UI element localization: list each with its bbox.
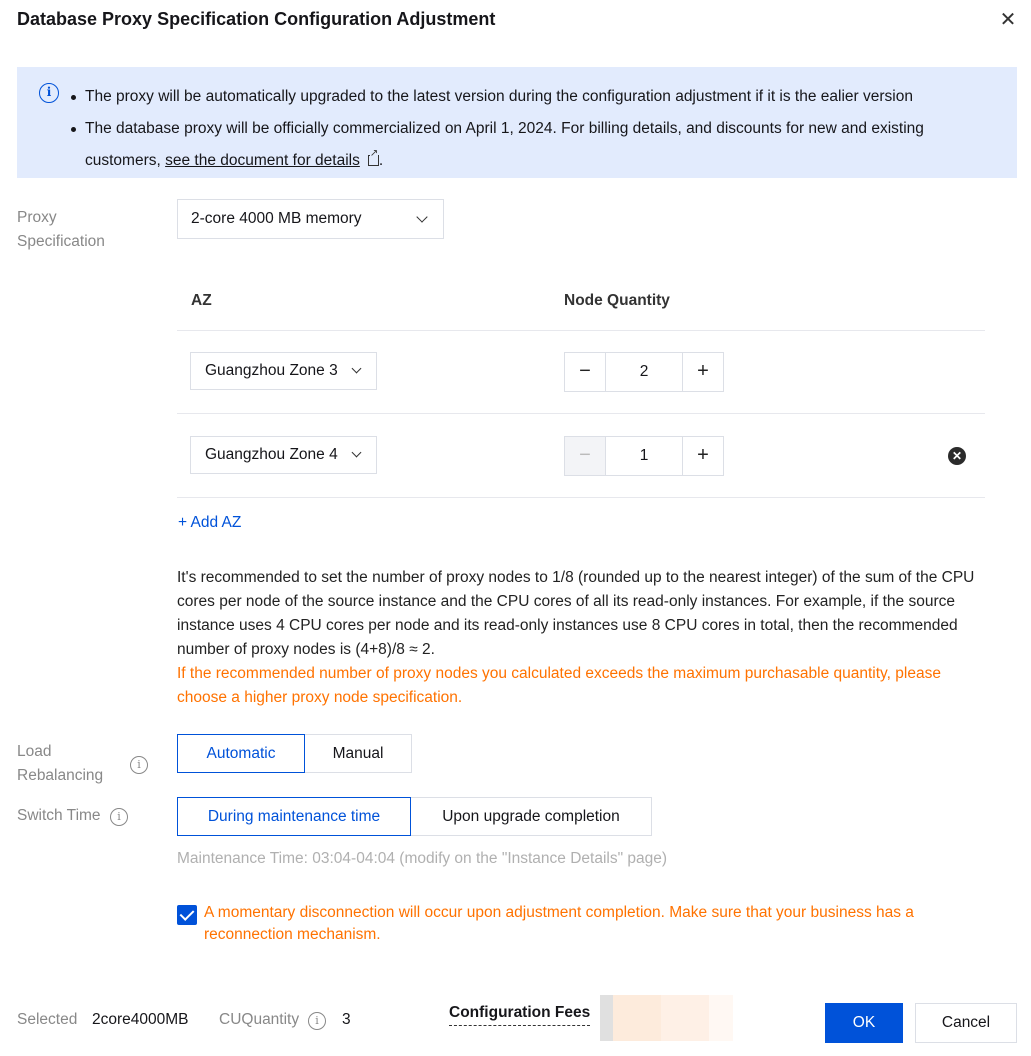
dialog-title: Database Proxy Specification Configuration Adjustment — [17, 9, 496, 29]
notice-item — [69, 113, 989, 177]
chevron-down-icon — [352, 448, 362, 458]
divider — [177, 413, 985, 414]
acknowledge-text: A momentary disconnection will occur upon adjustment completion. Make sure that your business has a reconnection mechanism. — [204, 904, 914, 943]
increment-button[interactable]: + — [697, 360, 709, 382]
selected-value: 2core4000MB — [92, 1011, 189, 1028]
notice-text: The database proxy will be officially commercialized on April 1, 2024. For billing details, and discounts for new and existing customers, — [85, 120, 924, 169]
notice-banner — [17, 67, 1017, 178]
divider — [177, 330, 985, 331]
zone-value: Guangzhou Zone 4 — [205, 446, 338, 463]
option-automatic[interactable]: Automatic — [177, 734, 305, 773]
remove-az-icon[interactable]: ✕ — [948, 447, 966, 465]
option-upon-upgrade[interactable]: Upon upgrade completion — [411, 797, 652, 836]
increment-button[interactable]: + — [697, 444, 709, 466]
notice-list — [69, 81, 989, 177]
add-az-button[interactable]: + Add AZ — [178, 514, 242, 531]
option-manual[interactable]: Manual — [305, 734, 412, 773]
notice-text: The proxy will be automatically upgraded to the latest version during the configuration adjustment if it is the ealier version — [85, 88, 913, 105]
info-icon: i — [39, 83, 59, 103]
label-line: Load — [17, 743, 52, 760]
decrement-button[interactable]: − — [565, 437, 605, 475]
proxy-spec-value: 2-core 4000 MB memory — [191, 210, 362, 227]
quantity-value[interactable]: 2 — [605, 353, 683, 391]
node-quantity-header: Node Quantity — [564, 292, 670, 309]
zone-select[interactable] — [190, 352, 377, 390]
az-header: AZ — [191, 292, 212, 309]
quantity-stepper — [564, 352, 724, 392]
chevron-down-icon — [352, 364, 362, 374]
option-during-maintenance[interactable]: During maintenance time — [177, 797, 411, 836]
close-icon[interactable]: ✕ — [999, 9, 1017, 31]
label-line: Rebalancing — [17, 767, 104, 784]
cu-quantity-label: CUQuantity — [219, 1011, 300, 1028]
recommendation-body: It's recommended to set the number of proxy nodes to 1/8 (rounded up to the nearest integer) of the sum of the CPU cores per node of the source instance and the CPU cores of all its read-only instances. For example, if the source instance uses 4 CPU cores per node and its read-only instances use 8 CPU cores in total, then the recommended number of proxy nodes is (4+8)/8 ≈ 2. — [177, 569, 975, 658]
recommendation-warning: If the recommended number of proxy nodes you calculated exceeds the maximum purchasable quantity, please choose a higher proxy node specification. — [177, 665, 941, 706]
notice-text-suffix: . — [378, 152, 384, 169]
load-rebalancing-label — [17, 740, 103, 788]
load-rebalancing-toggle — [177, 734, 412, 773]
document-link[interactable]: see the document for details — [165, 152, 360, 169]
cancel-button[interactable]: Cancel — [915, 1003, 1017, 1043]
quantity-stepper — [564, 436, 724, 476]
fees-loading-skeleton — [600, 995, 733, 1041]
proxy-spec-label: Proxy Specification — [17, 209, 105, 250]
quantity-value[interactable]: 1 — [605, 437, 683, 475]
configuration-fees-label[interactable]: Configuration Fees — [449, 1004, 590, 1026]
zone-value: Guangzhou Zone 3 — [205, 362, 338, 379]
maintenance-time-note: Maintenance Time: 03:04-04:04 (modify on the "Instance Details" page) — [177, 850, 668, 867]
divider — [177, 497, 985, 498]
external-link-icon[interactable] — [368, 155, 379, 166]
notice-item — [69, 81, 989, 113]
footer — [0, 995, 1031, 1056]
recommendation-text — [177, 566, 977, 710]
switch-time-label: Switch Time — [17, 807, 101, 824]
switch-time-toggle — [177, 797, 652, 836]
acknowledge-checkbox[interactable] — [177, 905, 197, 925]
decrement-button[interactable]: − — [579, 360, 591, 382]
proxy-spec-select[interactable] — [177, 199, 444, 239]
selected-label: Selected — [17, 1011, 78, 1028]
info-icon[interactable]: i — [308, 1012, 326, 1030]
info-icon[interactable]: i — [130, 756, 148, 774]
info-icon[interactable]: i — [110, 808, 128, 826]
cu-quantity-value: 3 — [342, 1011, 351, 1028]
ok-button[interactable]: OK — [825, 1003, 903, 1043]
chevron-down-icon — [416, 211, 427, 222]
zone-select[interactable] — [190, 436, 377, 474]
